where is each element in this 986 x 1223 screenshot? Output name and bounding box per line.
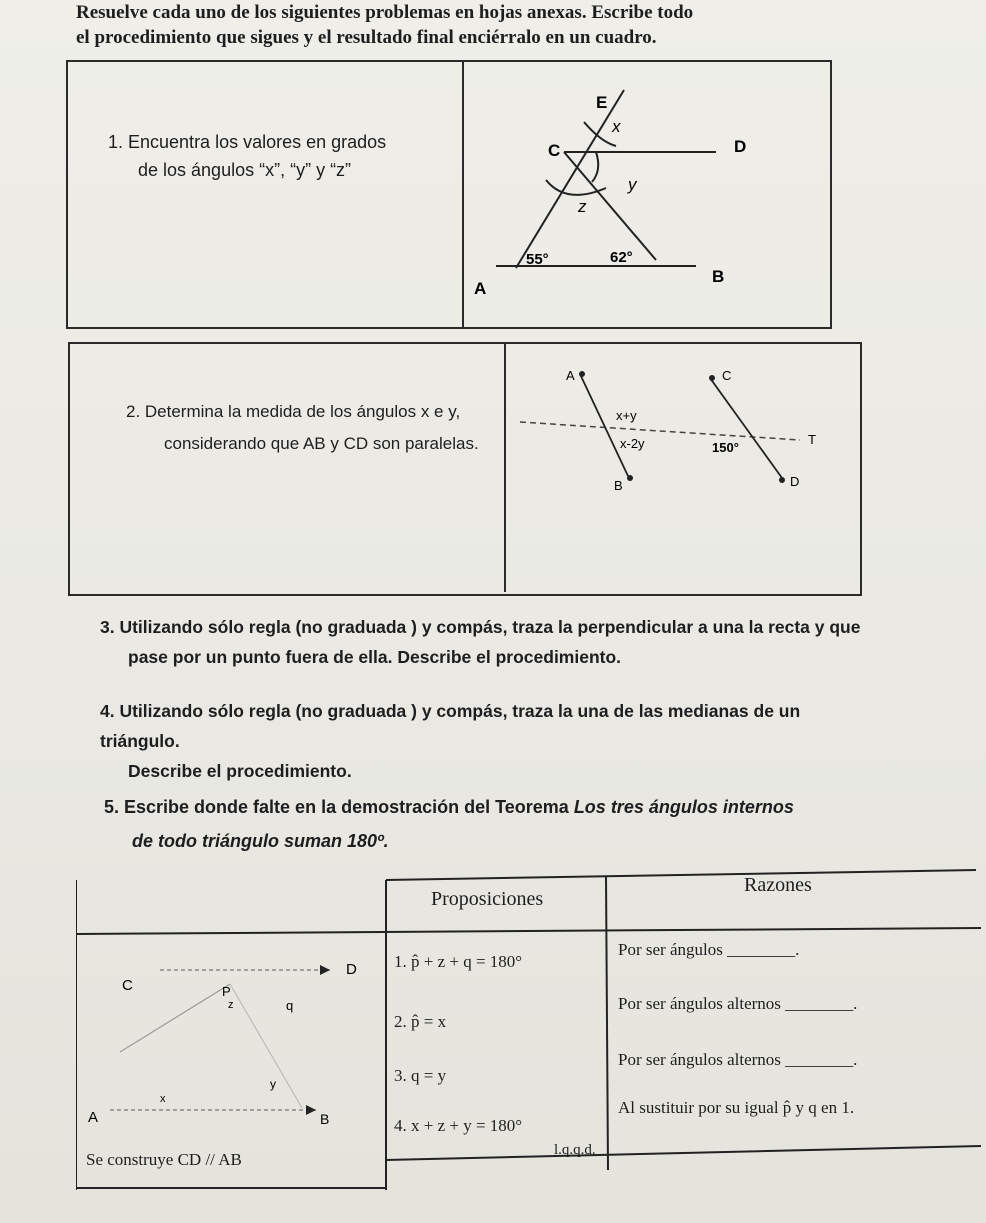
label-c: C: [122, 977, 133, 994]
problem-1-divider: [462, 62, 464, 327]
reason-1: Por ser ángulos ________.: [618, 940, 800, 959]
reason-4: Al sustituir por su igual p̂ y q en 1.: [618, 1098, 855, 1117]
reason-2: Por ser ángulos alternos ________.: [618, 994, 858, 1013]
label-t: T: [808, 432, 816, 447]
label-y: y: [270, 1077, 276, 1091]
problem-1-text: [108, 128, 458, 184]
instructions: [76, 0, 796, 50]
label-b: B: [712, 267, 725, 286]
problem-2-text: [126, 396, 506, 460]
label-c: C: [548, 141, 561, 160]
proposition-3: 3. q = y: [394, 1066, 447, 1085]
transversal-t: [520, 422, 800, 440]
header-propositions: Proposiciones: [431, 888, 544, 910]
closing-lqqd: l.q.q.d.: [554, 1142, 596, 1158]
instructions-line-1: Resuelve cada uno de los siguientes problemas en hojas anexas. Escribe todo: [76, 2, 694, 23]
expr-x-plus-y: x+y: [616, 408, 637, 423]
line-cd: [710, 378, 782, 478]
item-3-line-2: pase por un punto fuera de ella. Describe el procedimiento.: [128, 647, 622, 667]
theorem-name-part-2: de todo triángulo suman 180º.: [132, 831, 389, 851]
item-4-line-1: 4. Utilizando sólo regla (no graduada ) y compás, traza la una de las medianas de un triángulo.: [100, 701, 801, 751]
problem-1-line-2: de los ángulos “x”, “y” y “z”: [138, 160, 352, 180]
point-d: [779, 477, 785, 483]
label-a: A: [88, 1109, 99, 1126]
label-z: z: [578, 197, 587, 216]
label-q: q: [286, 998, 294, 1013]
label-d: D: [346, 961, 357, 978]
problem-2-line-2: considerando que AB y CD son paralelas.: [164, 434, 479, 453]
label-b: B: [614, 478, 623, 493]
label-e: E: [596, 93, 608, 112]
problem-2-line-1: 2. Determina la medida de los ángulos x e y,: [126, 402, 461, 421]
label-c: C: [722, 368, 732, 383]
label-x: x: [612, 117, 621, 136]
proof-table: [76, 860, 981, 1190]
label-z: z: [228, 999, 234, 1011]
problem-2-divider: [504, 344, 506, 592]
side-pa: [120, 984, 230, 1052]
item-4-line-2: Describe el procedimiento.: [128, 761, 352, 781]
proposition-2: 2. p̂ = x: [394, 1012, 447, 1031]
line-ae: [516, 90, 624, 268]
proposition-4: 4. x + z + y = 180°: [394, 1116, 523, 1135]
item-5-text: 5. Escribe donde falte en la demostración del Teorema: [104, 797, 574, 817]
arc-z: [546, 180, 606, 195]
label-p: P: [222, 984, 231, 999]
label-a: A: [474, 279, 487, 298]
angle-62: 62°: [610, 249, 633, 266]
header-reasons: Razones: [744, 874, 812, 896]
label-x: x: [160, 1093, 166, 1105]
label-a: A: [566, 368, 575, 383]
instructions-line-2: el procedimiento que sigues y el resultado final enciérralo en un cuadro.: [76, 27, 657, 48]
problem-1-figure: [466, 80, 826, 320]
proposition-1: 1. p̂ + z + q = 180°: [394, 952, 523, 971]
point-b: [627, 475, 633, 481]
item-4: [100, 696, 870, 786]
label-d: D: [734, 137, 747, 156]
angle-150: 150°: [712, 440, 739, 455]
problem-2-figure: [510, 360, 850, 510]
label-y: y: [628, 175, 637, 194]
construction-note: Se construye CD // AB: [86, 1150, 242, 1169]
item-3: [100, 612, 870, 672]
line-ab: [580, 374, 628, 476]
label-b: B: [320, 1111, 330, 1127]
theorem-name-part-1: Los tres ángulos internos: [573, 797, 794, 817]
proof-figure: [80, 940, 380, 1140]
arc-y: [592, 152, 598, 182]
item-5: [104, 790, 874, 858]
angle-55: 55°: [526, 251, 549, 268]
reason-3: Por ser ángulos alternos ________.: [618, 1050, 858, 1069]
label-d: D: [790, 474, 800, 489]
item-3-line-1: 3. Utilizando sólo regla (no graduada ) y compás, traza la perpendicular a una la recta y que: [100, 617, 861, 637]
point-c: [709, 375, 715, 381]
point-a: [579, 371, 585, 377]
expr-x-minus-2y: x-2y: [620, 436, 645, 451]
problem-1-line-1: 1. Encuentra los valores en grados: [108, 132, 387, 152]
